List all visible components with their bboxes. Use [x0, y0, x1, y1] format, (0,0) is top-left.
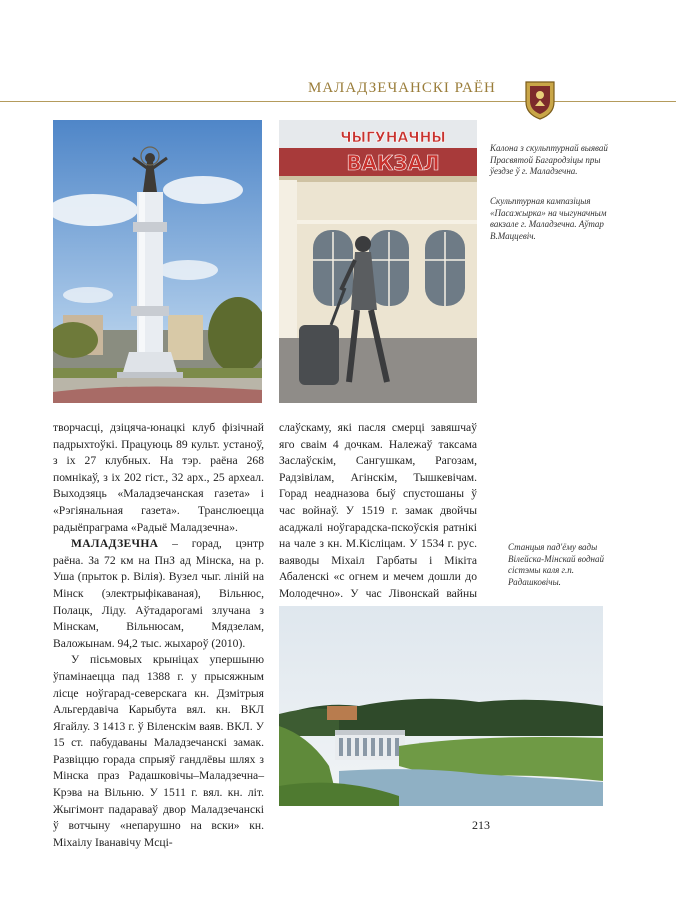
page-number: 213 [472, 818, 490, 832]
header-rule [0, 101, 676, 102]
railway-station-sculpture-photo [279, 120, 477, 403]
paragraph-history-continued: слаўскаму, які пасля смерці завяшчаў яго сваім 4 дочкам. Належаў таксама Заслаўскім, Сангушкам, Рагозам, Радзівілам, Агінскім, Тышкевічам. Горад неадназова быў спустошаны ў час войнаў. У 1519 г. замак двойчы асаджалі ноўгарадска-пскоўскія ратнікі на чале з кн. М.Кісліцам. У 1534 г. рус. ваяводы Міхаіл Гарбаты і Мікіта Абаленскі «с огнем и мечем дошли до Молодечно». У час Лівонскай вайны [279, 421, 477, 600]
station-sign-line2: ВАКЗАЛ [346, 151, 440, 175]
paragraph-history: У пісьмовых крыніцах упершыню ўпамінаецца пад 1388 г. у прысяжным лісце ноўгарад-северскага кн. Дзмітрыя Альгердавіча Карыбута вял. кн. ВКЛ Ягайлу. З 1413 г. ў Віленскім ваяв. ВКЛ. У 15 ст. пабудаваны Маладзечанскі замак. Развіццю горада спрыяў гандлёвы шлях з Мінска праз Радашковічы–Маладзечна–Крэва на Вільню. У 1511 г. вял. кн. літ. Жыгімонт падараваў двор Маладзечанскі ў вотчыну «непарушно на вски» кн. Міхаілу Іванавічу Мсці- [53, 653, 264, 849]
column-monument-photo [53, 120, 262, 403]
water-station-caption: Станцыя пад'ёму вады Вілейска-Мінскай воднай сістэмы каля г.п. Радашковічы. [508, 542, 604, 587]
coat-of-arms-icon [524, 80, 556, 120]
entry-heading: МАЛАДЗЕЧНА [71, 537, 159, 551]
page-header-title: МАЛАДЗЕЧАНСКІ РАЁН [308, 80, 496, 96]
sculpture-caption: Скульптурная кампазіцыя «Пасажырка» на чыгуначным вакзале г. Маладзечна. Аўтар В.Маццевіч. [490, 196, 607, 241]
right-text-column [279, 420, 477, 619]
water-pumping-station-photo [279, 606, 603, 806]
entry-text: – горад, цэнтр раёна. За 72 км на ПнЗ ад Мінска, на р. Уша (прыток р. Вілія). Вузел чыг. ліній на Мінск (электрыфікаваная), Вільнюс, Полацк, Ліду. Аўтадарогамі злучана з Мінскам, Вільнюсам, Мядзелам, Валожынам. 94,2 тыс. жыхароў (2010). [53, 537, 264, 650]
station-sign-line1: ЧЫГУНАЧНЫ [340, 130, 446, 146]
paragraph-maladzechna [53, 536, 264, 652]
left-text-column [53, 420, 264, 851]
column-monument-caption: Калона з скульптурнай выявай Прасвятой Багародзіцы пры ўездзе ў г. Маладзечна. [490, 143, 608, 176]
paragraph-institutions: творчасці, дзіцяча-юнацкі клуб фізічнай падрыхтоўкі. Працуюць 89 культ. устаноў, з іх 27 клубных. На тэр. раёна 268 помнікаў, з іх 202 гіст., 32 арх., 25 археал. Выходзяць «Маладзечанская газета» і «Рэгіянальная газета». Транслюецца радыёпраграма «Радыё Маладзечна». [53, 421, 264, 534]
